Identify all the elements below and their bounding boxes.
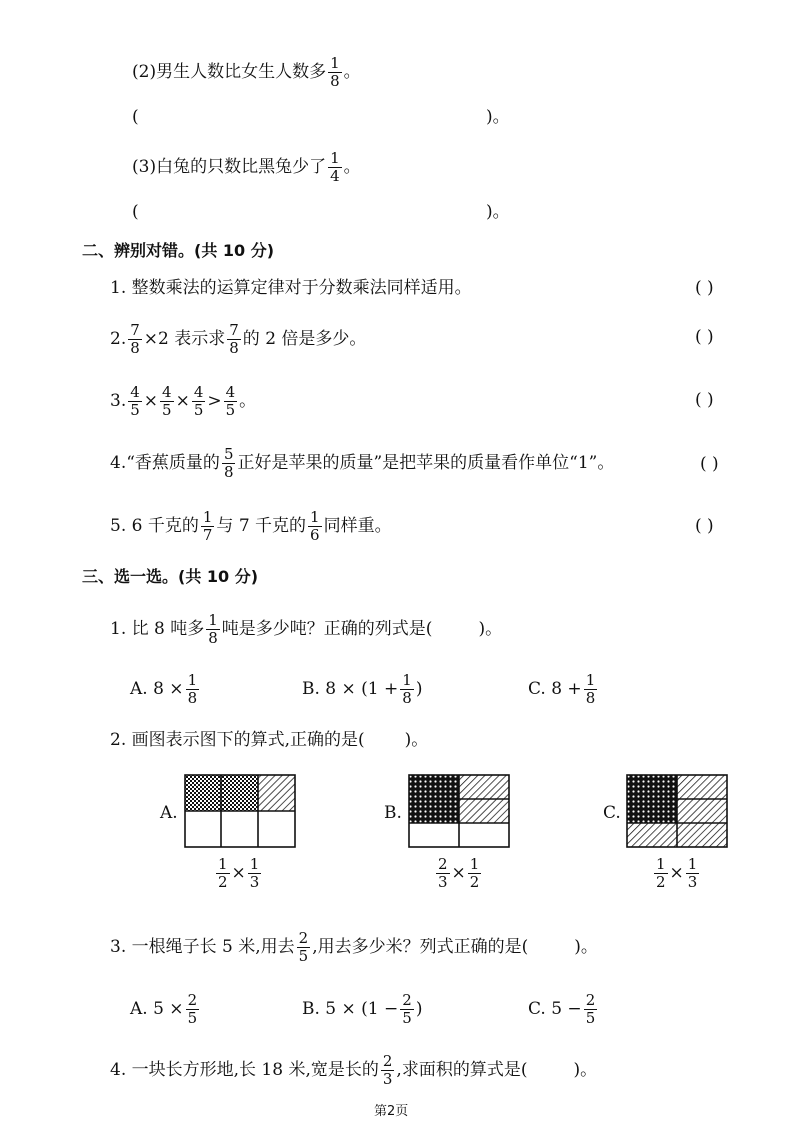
figure-a-cell bbox=[185, 811, 221, 847]
figure-b-label: B. bbox=[384, 803, 402, 823]
s2-item5-paren: ( ) bbox=[695, 516, 714, 536]
figure-a-cell bbox=[258, 811, 295, 847]
s2-item2-paren: ( ) bbox=[695, 327, 714, 347]
s2-item1: 1. 整数乘法的运算定律对于分数乘法同样适用。 bbox=[110, 278, 472, 298]
figure-b-cell bbox=[459, 775, 509, 799]
figure-b-caption: $\frac{2}{3}$ × $\frac{1}{2}$ bbox=[438, 855, 480, 891]
figure-c-label: C. bbox=[603, 803, 621, 823]
s3-q1: 1. 比 8 吨多 $\frac{1}{8}$ 吨是多少吨？正确的列式是( )。 bbox=[110, 611, 503, 647]
s1-item2-answer-open: ( bbox=[132, 107, 139, 127]
figure-c-caption: $\frac{1}{2}$ × $\frac{1}{3}$ bbox=[656, 855, 698, 891]
figure-c-cell bbox=[627, 823, 677, 847]
figure-a-grid bbox=[184, 774, 296, 848]
figure-b-cell bbox=[409, 799, 459, 823]
s1-item3: (3)白兔的只数比黑兔少了 $\frac{1}{4}$ 。 bbox=[132, 149, 361, 185]
s3-q3-option-c: C. 5 − $\frac{2}{5}$ bbox=[528, 991, 596, 1027]
s2-item3: 3. $\frac{4}{5}$ × $\frac{4}{5}$ × $\frac{4}{5}$ > $\frac{4}{5}$ 。 bbox=[110, 383, 257, 419]
s3-q1-option-a: A. 8 × $\frac{1}{8}$ bbox=[130, 671, 198, 707]
figure-a-cell bbox=[221, 811, 258, 847]
figure-c-cell bbox=[677, 775, 727, 799]
figure-c-cell bbox=[627, 775, 677, 799]
figure-a-cell bbox=[221, 775, 258, 811]
figure-c-cell bbox=[677, 799, 727, 823]
figure-b-grid bbox=[408, 774, 510, 848]
figure-a-cell bbox=[258, 775, 295, 811]
s1-item3-answer-open: ( bbox=[132, 202, 139, 222]
s2-item4-paren: ( ) bbox=[700, 454, 719, 474]
s3-q1-option-b: B. 8 × (1 + $\frac{1}{8}$ ) bbox=[302, 671, 423, 707]
s2-item2: 2. $\frac{7}{8}$ ×2 表示求 $\frac{7}{8}$ 的 2 倍是多少。 bbox=[110, 321, 367, 357]
figure-b-cell bbox=[459, 823, 509, 847]
s1-item2: (2)男生人数比女生人数多 $\frac{1}{8}$ 。 bbox=[132, 54, 361, 90]
figure-a-label: A. bbox=[160, 803, 178, 823]
s3-q3-option-a: A. 5 × $\frac{2}{5}$ bbox=[130, 991, 198, 1027]
figure-a-caption: $\frac{1}{2}$ × $\frac{1}{3}$ bbox=[218, 855, 260, 891]
figure-b-cell bbox=[409, 775, 459, 799]
s3-q3-option-b: B. 5 × (1 − $\frac{2}{5}$ ) bbox=[302, 991, 423, 1027]
s2-item4: 4.“香蕉质量的 $\frac{5}{8}$ 正好是苹果的质量”是把苹果的质量看作单位“1”。 bbox=[110, 445, 615, 481]
s3-q1-option-c: C. 8 + $\frac{1}{8}$ bbox=[528, 671, 596, 707]
s3-q2: 2. 画图表示图下的算式,正确的是( )。 bbox=[110, 730, 429, 750]
figure-c-grid bbox=[626, 774, 728, 848]
section2-title: 二、辨别对错。(共 10 分) bbox=[82, 241, 275, 260]
section3-title: 三、选一选。(共 10 分) bbox=[82, 567, 259, 586]
page-number: 第2页 bbox=[374, 1104, 409, 1119]
s2-item3-paren: ( ) bbox=[695, 390, 714, 410]
figure-c-cell bbox=[627, 799, 677, 823]
s1-item3-answer-close: )。 bbox=[486, 202, 510, 222]
figure-b-cell bbox=[409, 823, 459, 847]
figure-b-cell bbox=[459, 799, 509, 823]
figure-c-cell bbox=[677, 823, 727, 847]
s1-item2-answer-close: )。 bbox=[486, 107, 510, 127]
s3-q3: 3. 一根绳子长 5 米,用去 $\frac{2}{5}$ ,用去多少米？列式正确的是( )。 bbox=[110, 929, 598, 965]
s2-item1-paren: ( ) bbox=[695, 278, 714, 298]
s3-q4: 4. 一块长方形地,长 18 米,宽是长的 $\frac{2}{3}$ ,求面积的算式是( )。 bbox=[110, 1052, 598, 1088]
figure-a-cell bbox=[185, 775, 221, 811]
s2-item5: 5. 6 千克的 $\frac{1}{7}$ 与 7 千克的 $\frac{1}{6}$ 同样重。 bbox=[110, 508, 392, 544]
